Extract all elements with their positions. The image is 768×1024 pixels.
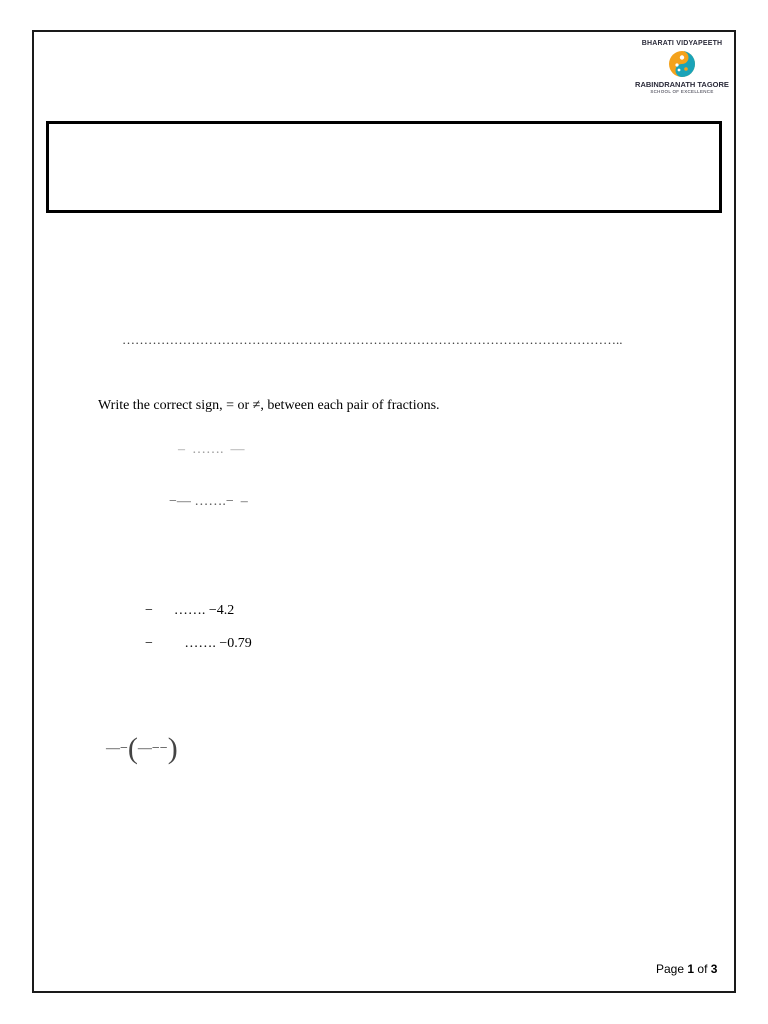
logo-top-text: BHARATI VIDYAPEETH: [641, 40, 723, 47]
logo-emblem-icon: [665, 49, 699, 79]
logo-main-text: RABINDRANATH TAGORE: [635, 80, 729, 89]
dotted-line: ……………………………………………………………………………………………………..: [122, 332, 623, 347]
right-paren: ): [167, 732, 178, 765]
question-4: − ……. −0.79: [145, 636, 252, 651]
left-paren: (: [127, 732, 138, 765]
footer-total-pages: 3: [710, 962, 718, 976]
parenthesized-expression: [99, 716, 178, 766]
school-logo: [630, 40, 734, 104]
question-2: −— …….− –: [169, 494, 248, 509]
instruction-text: Write the correct sign, = or ≠, between each pair of fractions.: [98, 398, 440, 413]
footer-page-word: Page: [656, 962, 685, 976]
logo-sub-text: SCHOOL OF EXCELLENCE: [650, 89, 714, 94]
footer-current-page: 1: [687, 962, 695, 976]
question-1: – ……. —: [178, 442, 245, 457]
title-box: [46, 121, 722, 213]
expression-left: —−: [106, 741, 128, 757]
page-footer: [656, 962, 717, 976]
question-3: − ……. −4.2: [145, 603, 235, 618]
footer-of-word: of: [697, 962, 708, 976]
expression-inner: —−−: [137, 741, 168, 757]
